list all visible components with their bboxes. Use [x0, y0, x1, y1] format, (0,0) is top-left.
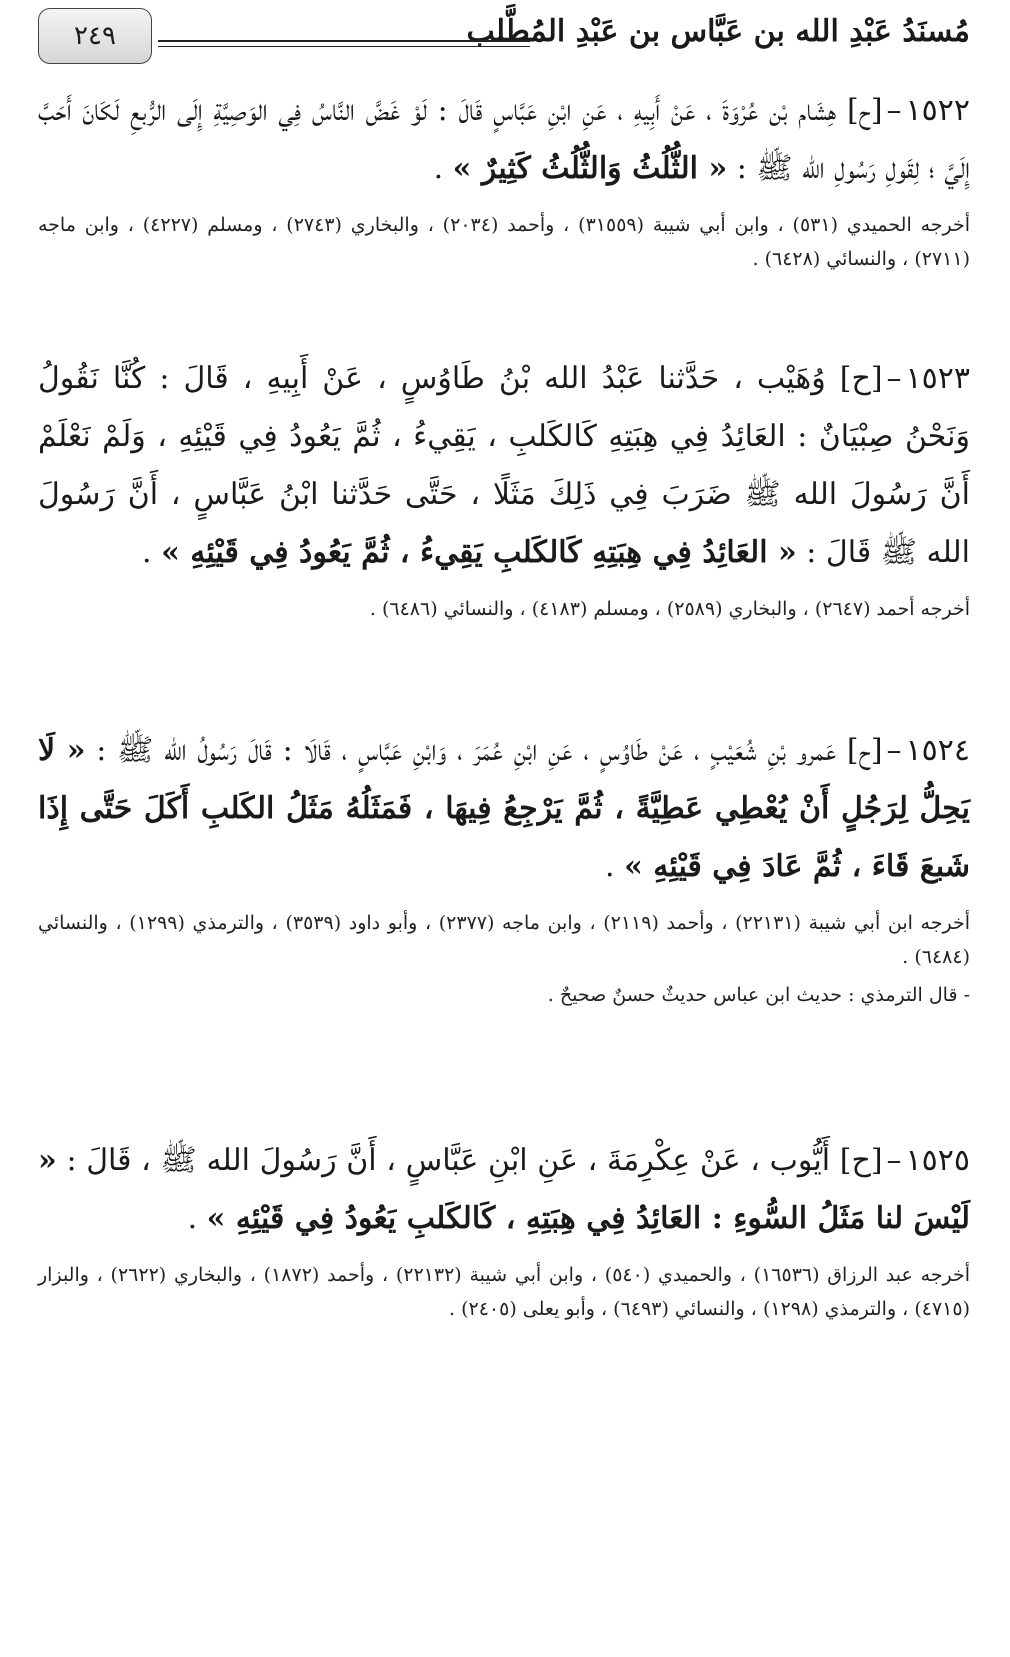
header-rule: [158, 40, 530, 42]
number-dash: –: [886, 1143, 902, 1178]
hadith-text: [38, 350, 970, 582]
page-number-badge: [38, 8, 152, 64]
hadith-tag: [ح]: [846, 93, 883, 128]
hadith-text: [38, 1132, 970, 1248]
number-dash: –: [886, 361, 902, 396]
tirmidhi-grading-note: - قال الترمذي : حديث ابن عباس حديثٌ حسنٌ صحيحٌ .: [547, 984, 970, 1006]
hadith-1522: [38, 82, 970, 276]
takhrij-note: أخرجه أحمد (٢٦٤٧) ، والبخاري (٢٥٨٩) ، ومسلم (٤١٨٣) ، والنسائي (٦٤٨٦) .: [369, 598, 970, 620]
takhrij-note: أخرجه عبد الرزاق (١٦٥٣٦) ، والحميدي (٥٤٠) ، وابن أبي شيبة (٢٢١٣٢) ، وأحمد (١٨٧٢) ، والبخاري (٢٦٢٢) ، والبزار (٤٧١٥) ، والترمذي (١٢٩٨) ، والنسائي (٦٤٩٣) ، وأبو يعلى (٢٤٠٥) .: [38, 1264, 971, 1320]
hadith-matn: « لَا يَحِلُّ لِرَجُلٍ أَنْ يُعْطِي عَطِيَّةً ، ثُمَّ يَرْجِعُ فِيهَا ، فَمَثَلُهُ مَثَلُ الكَلبِ أَكَلَ حَتَّى إِذَا شَبعَ قَاءَ ، ثُمَّ عَادَ فِي قَيْئِهِ »: [38, 733, 970, 884]
hadith-number: ١٥٢٢: [905, 93, 970, 128]
hadith-end: .: [142, 535, 162, 570]
hadith-end: .: [433, 151, 453, 186]
number-dash: –: [886, 93, 902, 128]
hadith-1523: [38, 350, 970, 626]
hadith-isnad: أَيُّوب ، عَنْ عِكْرِمَةَ ، عَنِ ابْنِ عَبَّاسٍ ، أَنَّ رَسُولَ الله ﷺ ، قَالَ :: [66, 1143, 831, 1178]
takhrij-note: أخرجه الحميدي (٥٣١) ، وابن أبي شيبة (٣١٥٥٩) ، وأحمد (٢٠٣٤) ، والبخاري (٢٧٤٣) ، ومسلم (٤٢٢٧) ، وابن ماجه (٢٧١١) ، والنسائي (٦٤٢٨) .: [38, 214, 971, 270]
hadith-1524: [38, 722, 970, 1012]
hadith-1525: [38, 1132, 970, 1326]
hadith-isnad: وُهَيْب ، حَدَّثنا عَبْدُ الله بْنُ طَاوُسٍ ، عَنْ أَبِيهِ ، قَالَ : كُنَّا نَقُولُ وَنَحْنُ صِبْيَانٌ : العَائِدُ فِي هِبَتِهِ كَالكَلبِ ، يَقِيءُ ، ثُمَّ يَعُودُ فِي قَيْئِهِ ، وَلَمْ نَعْلَمْ أَنَّ رَسُولَ الله ﷺ ضَرَبَ فِي ذَلِكَ مَثَلًا ، حَتَّى حَدَّثنا ابْنُ عَبَّاسٍ ، أَنَّ رَسُولَ الله ﷺ قَالَ :: [38, 361, 970, 570]
page-number: ٢٤٩: [74, 21, 116, 51]
takhrij-note: أخرجه ابن أبي شيبة (٢٢١٣١) ، وأحمد (٢١١٩) ، وابن ماجه (٢٣٧٧) ، وأبو داود (٣٥٣٩) ، والترمذي (١٢٩٩) ، والنسائي (٦٤٨٤) .: [38, 912, 970, 968]
hadith-number: ١٥٢٤: [905, 733, 970, 768]
hadith-tag: [ح]: [839, 361, 883, 396]
running-title: مُسنَدُ عَبْدِ الله بن عَبَّاس بن عَبْدِ المُطَّلب: [466, 14, 970, 49]
number-dash: –: [886, 733, 902, 768]
hadith-tag: [ح]: [839, 1143, 883, 1178]
hadith-tag: [ح]: [846, 733, 883, 768]
header-rule-thin: [158, 46, 530, 47]
hadith-isnad: عَمرو بْنِ شُعَيْبٍ ، عَنْ طَاوُسٍ ، عَنِ ابْنِ عُمَرَ ، وَابْنِ عَبَّاسٍ ، قَالَا : قَالَ رَسُولُ الله ﷺ :: [96, 733, 837, 768]
hadith-end: .: [187, 1201, 207, 1236]
hadith-number: ١٥٢٣: [905, 361, 970, 396]
hadith-matn: « لَيْسَ لنا مَثَلُ السُّوءِ : العَائِدُ فِي هِبَتِهِ ، كَالكَلبِ يَعُودُ فِي قَيْئِهِ »: [38, 1143, 970, 1236]
hadith-matn: « العَائِدُ فِي هِبَتِهِ كَالكَلبِ يَقِيءُ ، ثُمَّ يَعُودُ فِي قَيْئِهِ »: [161, 535, 797, 570]
page-header: [38, 8, 970, 66]
hadith-matn: « الثُّلُثُ وَالثُّلُثُ كَثِيرٌ »: [452, 151, 728, 186]
hadith-isnad: هِشَام بْن عُرْوَةَ ، عَنْ أَبِيهِ ، عَنِ ابْنِ عَبَّاسٍ قَالَ : لَوْ غَضَّ النَّاسُ فِي الوَصِيَّةِ إِلَى الرُّبعِ لَكَانَ أَحَبَّ إِلَيَّ ؛ لِقَولِ رَسُولِ الله ﷺ :: [38, 93, 970, 186]
hadith-end: .: [605, 849, 625, 884]
hadith-text: [38, 82, 970, 198]
hadith-text: [38, 722, 970, 896]
hadith-number: ١٥٢٥: [905, 1143, 970, 1178]
